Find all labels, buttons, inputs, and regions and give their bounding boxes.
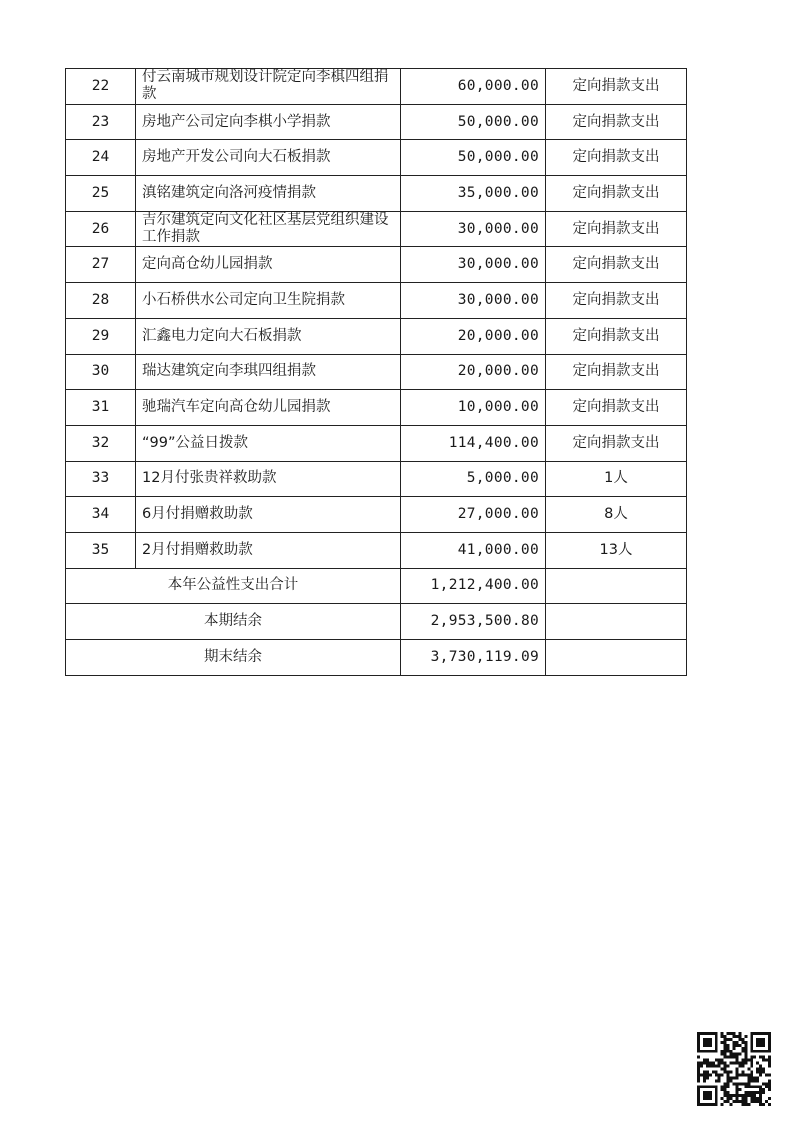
row-description: 12月付张贵祥救助款 xyxy=(136,461,401,497)
qr-code-icon xyxy=(697,1032,771,1106)
row-note: 定向捐款支出 xyxy=(546,318,687,354)
summary-amount: 1,212,400.00 xyxy=(401,568,546,604)
row-description: 小石桥供水公司定向卫生院捐款 xyxy=(136,283,401,319)
table-row xyxy=(66,354,687,390)
row-amount: 60,000.00 xyxy=(401,69,546,105)
row-note: 8人 xyxy=(546,497,687,533)
summary-label: 本年公益性支出合计 xyxy=(66,568,401,604)
row-number: 23 xyxy=(66,104,136,140)
table-row xyxy=(66,104,687,140)
row-description: 付云南城市规划设计院定向李棋四组捐款 xyxy=(136,69,401,105)
summary-label: 期末结余 xyxy=(66,640,401,676)
row-number: 32 xyxy=(66,425,136,461)
row-number: 30 xyxy=(66,354,136,390)
row-note: 定向捐款支出 xyxy=(546,140,687,176)
row-note: 1人 xyxy=(546,461,687,497)
row-note: 定向捐款支出 xyxy=(546,211,687,247)
row-amount: 20,000.00 xyxy=(401,318,546,354)
row-note: 定向捐款支出 xyxy=(546,354,687,390)
table-row xyxy=(66,461,687,497)
row-description: “99”公益日拨款 xyxy=(136,425,401,461)
table-row xyxy=(66,283,687,319)
row-note: 定向捐款支出 xyxy=(546,104,687,140)
summary-note xyxy=(546,640,687,676)
row-number: 31 xyxy=(66,390,136,426)
table-row xyxy=(66,390,687,426)
row-note: 定向捐款支出 xyxy=(546,247,687,283)
row-amount: 30,000.00 xyxy=(401,283,546,319)
summary-row-ending-balance xyxy=(66,640,687,676)
expense-table xyxy=(65,68,687,676)
table-row xyxy=(66,247,687,283)
row-description: 房地产开发公司向大石板捐款 xyxy=(136,140,401,176)
row-description: 吉尔建筑定向文化社区基层党组织建设工作捐款 xyxy=(136,211,401,247)
row-amount: 35,000.00 xyxy=(401,176,546,212)
row-amount: 50,000.00 xyxy=(401,140,546,176)
row-number: 28 xyxy=(66,283,136,319)
row-description: 驰瑞汽车定向高仓幼儿园捐款 xyxy=(136,390,401,426)
row-description: 定向高仓幼儿园捐款 xyxy=(136,247,401,283)
row-number: 35 xyxy=(66,532,136,568)
table-row xyxy=(66,176,687,212)
row-amount: 5,000.00 xyxy=(401,461,546,497)
row-amount: 30,000.00 xyxy=(401,211,546,247)
row-number: 25 xyxy=(66,176,136,212)
summary-row-total-expense xyxy=(66,568,687,604)
row-number: 27 xyxy=(66,247,136,283)
table-row xyxy=(66,318,687,354)
row-number: 26 xyxy=(66,211,136,247)
row-amount: 20,000.00 xyxy=(401,354,546,390)
table-row xyxy=(66,69,687,105)
row-note: 13人 xyxy=(546,532,687,568)
row-number: 33 xyxy=(66,461,136,497)
row-note: 定向捐款支出 xyxy=(546,390,687,426)
row-amount: 114,400.00 xyxy=(401,425,546,461)
summary-note xyxy=(546,604,687,640)
table-row xyxy=(66,497,687,533)
row-amount: 10,000.00 xyxy=(401,390,546,426)
table-row xyxy=(66,140,687,176)
row-amount: 27,000.00 xyxy=(401,497,546,533)
row-number: 24 xyxy=(66,140,136,176)
table-row xyxy=(66,425,687,461)
row-number: 22 xyxy=(66,69,136,105)
summary-note xyxy=(546,568,687,604)
table-row xyxy=(66,211,687,247)
row-amount: 50,000.00 xyxy=(401,104,546,140)
row-description: 汇鑫电力定向大石板捐款 xyxy=(136,318,401,354)
row-number: 29 xyxy=(66,318,136,354)
row-note: 定向捐款支出 xyxy=(546,176,687,212)
row-description: 6月付捐赠救助款 xyxy=(136,497,401,533)
row-description: 滇铭建筑定向洛河疫情捐款 xyxy=(136,176,401,212)
row-description: 2月付捐赠救助款 xyxy=(136,532,401,568)
row-amount: 41,000.00 xyxy=(401,532,546,568)
row-note: 定向捐款支出 xyxy=(546,425,687,461)
summary-row-period-balance xyxy=(66,604,687,640)
summary-amount: 2,953,500.80 xyxy=(401,604,546,640)
row-note: 定向捐款支出 xyxy=(546,69,687,105)
summary-label: 本期结余 xyxy=(66,604,401,640)
summary-amount: 3,730,119.09 xyxy=(401,640,546,676)
table-row xyxy=(66,532,687,568)
row-description: 房地产公司定向李棋小学捐款 xyxy=(136,104,401,140)
row-note: 定向捐款支出 xyxy=(546,283,687,319)
row-number: 34 xyxy=(66,497,136,533)
row-description: 瑞达建筑定向李琪四组捐款 xyxy=(136,354,401,390)
row-amount: 30,000.00 xyxy=(401,247,546,283)
